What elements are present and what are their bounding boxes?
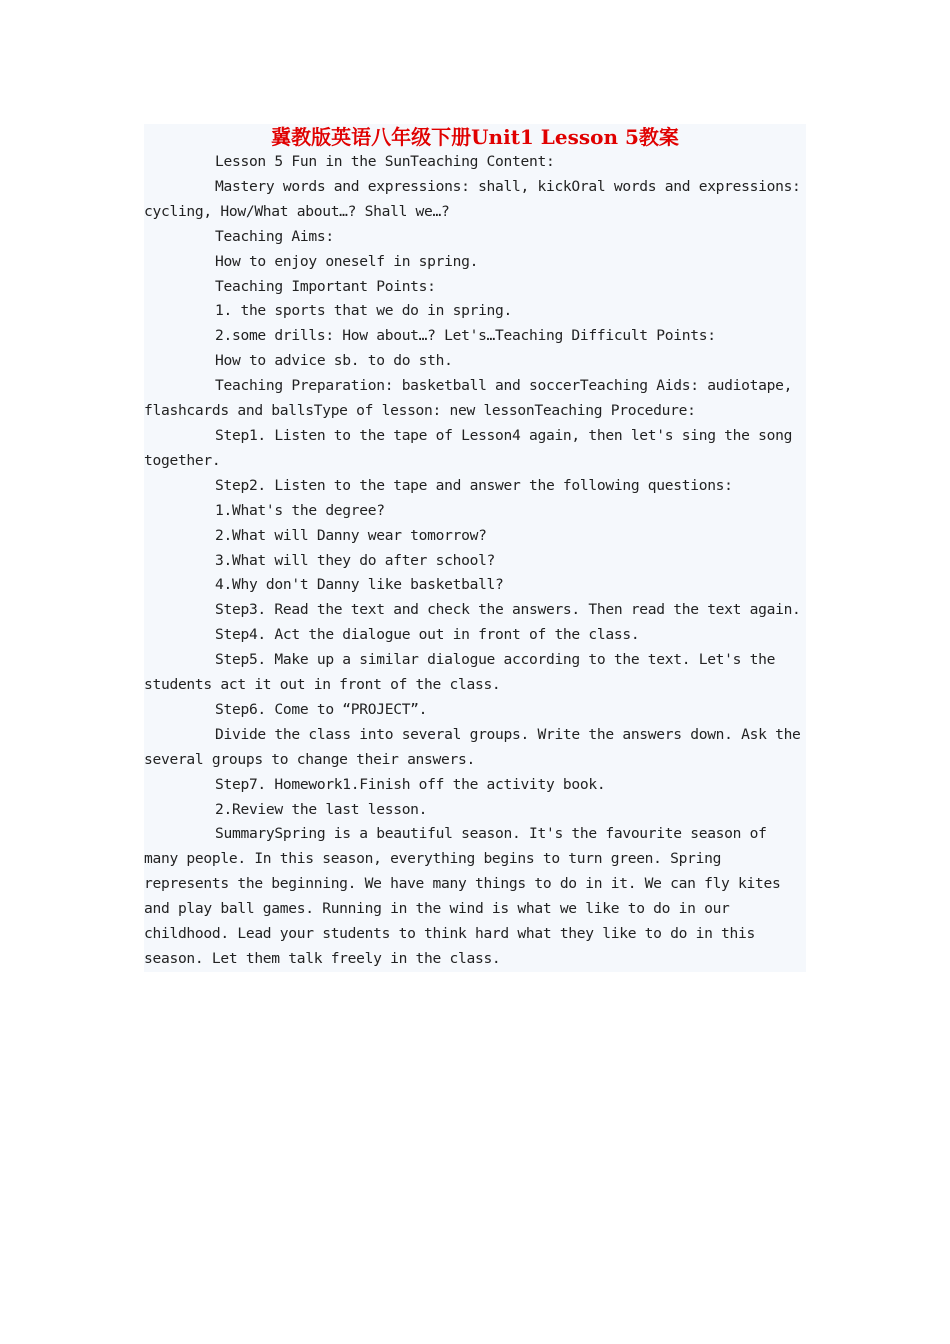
paragraph: Step1. Listen to the tape of Lesson4 again, then let's sing the song together. [144, 426, 793, 469]
paragraph: Step2. Listen to the tape and answer the following questions: [215, 476, 733, 494]
paragraph: Divide the class into several groups. Write the answers down. Ask the several groups to change their answers. [144, 725, 801, 768]
paragraph: How to enjoy oneself in spring. [215, 252, 479, 270]
paragraph: Step4. Act the dialogue out in front of the class. [215, 626, 640, 644]
document-body [144, 150, 806, 972]
paragraph: 2.What will Danny wear tomorrow? [215, 526, 487, 544]
paragraph: 1.What's the degree? [215, 501, 385, 519]
paragraph: Teaching Important Points: [215, 277, 436, 295]
document-page [144, 124, 806, 972]
paragraph: 1. the sports that we do in spring. [215, 302, 513, 320]
paragraph: 4.Why don't Danny like basketball? [215, 576, 504, 594]
paragraph: Mastery words and expressions: shall, kickOral words and expressions: cycling, How/What about…? Shall we…? [144, 177, 801, 220]
paragraph: Step5. Make up a similar dialogue according to the text. Let's the students act it out in front of the class. [144, 651, 776, 694]
paragraph: Lesson 5 Fun in the SunTeaching Content: [215, 153, 555, 170]
paragraph: Teaching Aims: [215, 227, 334, 245]
paragraph: Teaching Preparation: basketball and soccerTeaching Aids: audiotape, flashcards and ballsType of lesson: new lessonTeaching Procedure: [144, 377, 793, 420]
paragraph: 2.some drills: How about…? Let's…Teaching Difficult Points: [215, 327, 716, 345]
paragraph: Step3. Read the text and check the answers. Then read the text again. [215, 601, 801, 619]
document-title: 冀教版英语八年级下册Unit1 Lesson 5教案 [271, 125, 679, 149]
paragraph: How to advice sb. to do sth. [215, 352, 453, 370]
paragraph: 2.Review the last lesson. [215, 800, 428, 818]
paragraph: SummarySpring is a beautiful season. It's the favourite season of many people. In this season, everything begins to turn green. Spring represents the beginning. We have many things to do in it. We can fly kites and play ball games. Running in the wind is what we like to do in our childhood. Lead your students to think hard what they like to do in this season. Let them talk freely in the class. [144, 825, 781, 967]
paragraph: Step6. Come to “PROJECT”. [215, 700, 428, 718]
paragraph: 3.What will they do after school? [215, 551, 496, 569]
paragraph: Step7. Homework1.Finish off the activity book. [215, 775, 606, 793]
